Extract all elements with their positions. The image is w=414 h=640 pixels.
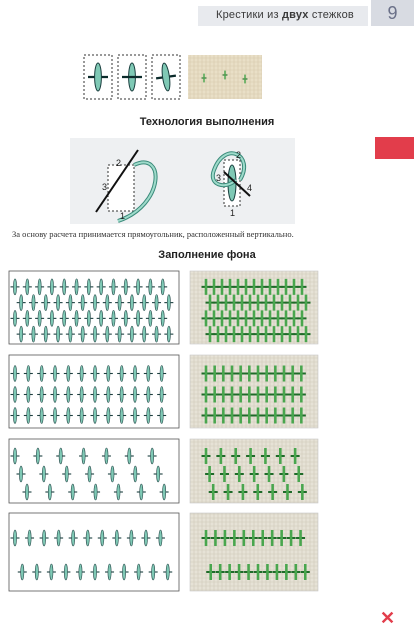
- embroidery-panel-4: [190, 513, 318, 591]
- sample-cross-1: [84, 55, 112, 99]
- cross-mark-icon: ✕: [380, 608, 396, 628]
- technique-diagram: [70, 138, 295, 224]
- background-title: Заполнение фона: [158, 249, 256, 261]
- left-num-3: 3: [102, 182, 108, 192]
- header-title-suffix: стежков: [308, 9, 354, 21]
- header-title-bold: двух: [281, 9, 309, 21]
- left-num-1: 1: [120, 211, 126, 221]
- page-number: 9: [387, 3, 398, 23]
- embroidery-panel-2: [190, 355, 318, 428]
- sample-fabric-crosses: [188, 55, 262, 99]
- technique-title: Технология выполнения: [139, 116, 275, 128]
- background-fill-panels: [9, 271, 318, 591]
- right-num-3: 3: [216, 173, 222, 183]
- technique-caption: За основу расчета принимается прямоугольник, расположенный вертикально.: [12, 229, 294, 239]
- right-num-4: 4: [247, 183, 253, 193]
- right-num-2: 2: [236, 150, 242, 160]
- left-num-2: 2: [116, 158, 122, 168]
- header-title-prefix: Крестики из: [216, 9, 282, 21]
- right-num-1: 1: [230, 208, 236, 218]
- sample-cross-2: [118, 55, 146, 99]
- sample-cross-3: [152, 55, 180, 99]
